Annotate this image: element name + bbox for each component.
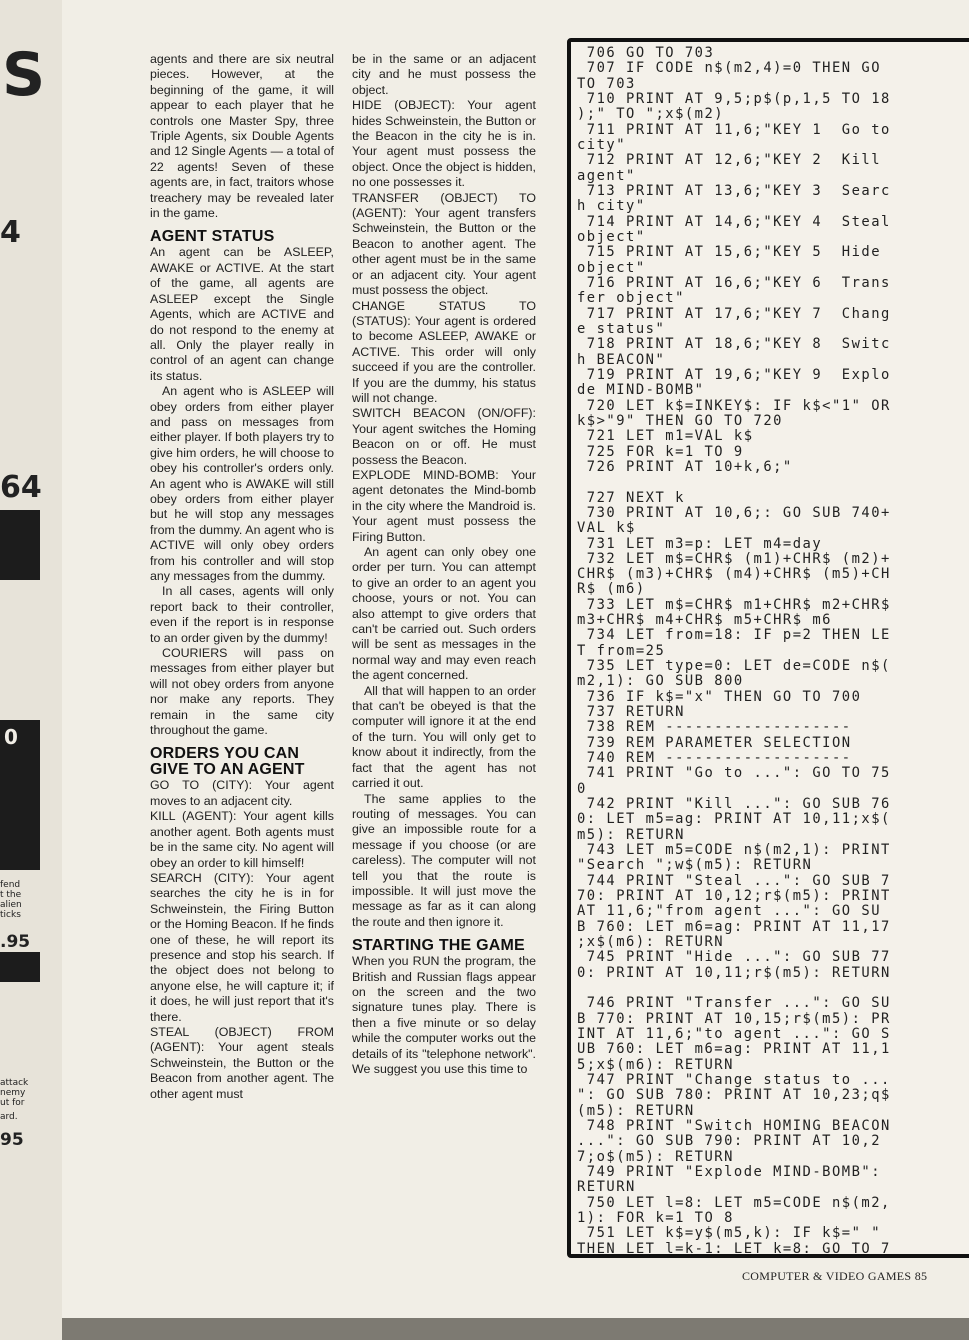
listing-line: 727 NEXT k <box>577 489 685 506</box>
listing-line: 751 LET k$=y$(m5,k): IF k$=" " <box>577 1225 881 1242</box>
listing-line: 725 FOR k=1 TO 9 <box>577 443 744 460</box>
listing-line: 718 PRINT AT 18,6;"KEY 8 Switc <box>577 336 891 353</box>
listing-line: 720 LET k$=INKEY$: IF k$<"1" OR <box>577 397 891 414</box>
listing-line <box>577 981 969 996</box>
listing-line: 736 IF k$="x" THEN GO TO 700 <box>577 688 862 705</box>
listing-line: object" <box>577 228 646 245</box>
section-heading: AGENT STATUS <box>150 228 275 246</box>
page-edge-text: attack <box>0 1078 29 1088</box>
previous-page-edge <box>0 0 62 1340</box>
listing-line: RETURN <box>577 1179 636 1196</box>
listing-line: 715 PRINT AT 15,6;"KEY 5 Hide <box>577 244 881 261</box>
listing-line: 748 PRINT "Switch HOMING BEACON <box>577 1117 891 1134</box>
listing-line: R$ (m6) <box>577 581 646 598</box>
listing-line: 1): FOR k=1 TO 8 <box>577 1209 734 1226</box>
paragraph: COURIERS will pass on messages from either player but will not obey orders from anyone nor make any reports. They remain in the same city throughout the game. <box>150 646 334 738</box>
listing-line: 732 LET m$=CHR$ (m1)+CHR$ (m2)+ <box>577 550 891 567</box>
listing-line <box>577 475 969 490</box>
page-edge-text: 4 <box>0 215 21 250</box>
listing-line <box>577 1257 969 1258</box>
listing-line: 737 RETURN <box>577 704 685 721</box>
listing-line: m3+CHR$ m4+CHR$ m5+CHR$ m6 <box>577 612 832 629</box>
paragraph: be in the same or an adjacent city and he must possess the object. <box>352 52 536 97</box>
listing-line: h city" <box>577 198 646 215</box>
listing-line: 743 LET m5=CODE n$(m2,1): PRINT <box>577 842 891 859</box>
listing-line: 5;x$(m6): RETURN <box>577 1056 734 1073</box>
page-edge-text: ard. <box>0 1112 18 1122</box>
listing-line: 742 PRINT "Kill ...": GO SUB 76 <box>577 796 891 813</box>
paragraph: SEARCH (CITY): Your agent searches the city he is in for Schweinstein, the Firing Button or the Homing Beacon. If he finds one of these, he will report its presence and stop his search. If the object does not belong to anyone else, he will capture it; if it does, he will just report that it's there. <box>150 870 334 1024</box>
paragraph: agents and there are six neutral pieces. However, at the beginning of the game, it will appear to each player that he controls one Master Spy, three Triple Agents, six Double Agents and 12 Single Agents — a total of 22 agents! Seven of these agents are, in fact, traitors whose treachery may be revealed later in the game. <box>150 52 334 221</box>
listing-line: "Search ";w$(m5): RETURN <box>577 857 813 874</box>
page-edge-text: fend <box>0 880 21 890</box>
page-edge-text: nemy <box>0 1088 26 1098</box>
paragraph: SWITCH BEACON (ON/OFF): Your agent switches the Homing Beacon on or off. He must possess the Beacon. <box>352 406 536 467</box>
page-edge-image <box>0 510 40 580</box>
listing-line: 744 PRINT "Steal ...": GO SUB 7 <box>577 872 891 889</box>
listing-line: 734 LET from=18: IF p=2 THEN LE <box>577 627 891 644</box>
listing-line: 735 LET type=0: LET de=CODE n$( <box>577 658 891 675</box>
listing-line: 750 LET l=8: LET m5=CODE n$(m2, <box>577 1194 891 1211</box>
listing-line: 0: LET m5=ag: PRINT AT 10,11;x$( <box>577 811 891 828</box>
paragraph: The same applies to the routing of messages. You can give an impossible route for a message if you choose (or are careless). The computer will not tell you that the route is impossible. It will just move the message as far as it can along the route and then ignore it. <box>352 791 536 929</box>
listing-line: fer object" <box>577 290 685 307</box>
listing-line: 731 LET m3=p: LET m4=day <box>577 535 823 552</box>
paragraph: STEAL (OBJECT) FROM (AGENT): Your agent steals Schweinstein, the Button or the Beacon from another agent. The other agent must <box>150 1024 334 1101</box>
listing-line: 7;o$(m5): RETURN <box>577 1148 734 1165</box>
listing-line: 0: PRINT AT 10,11;r$(m5): RETURN <box>577 964 891 981</box>
listing-line: THEN LET l=k-1: LET k=8: GO TO 7 <box>577 1240 891 1257</box>
paragraph: In all cases, agents will only report back to their controller, even if the report is in response to an order given by the dummy! <box>150 584 334 645</box>
listing-line: 716 PRINT AT 16,6;"KEY 6 Trans <box>577 274 891 291</box>
listing-line: 713 PRINT AT 13,6;"KEY 3 Searc <box>577 182 891 199</box>
listing-line: 747 PRINT "Change status to ... <box>577 1071 891 1088</box>
listing-line: B 760: LET m6=ag: PRINT AT 11,17 <box>577 918 891 935</box>
listing-line: 712 PRINT AT 12,6;"KEY 2 Kill <box>577 152 881 169</box>
listing-line: object" <box>577 259 646 276</box>
paragraph: All that will happen to an order that can't be obeyed is that the computer will ignore it at the end of the turn. You will only get to know about it indirectly, from the fact that the agent has not carried it out. <box>352 683 536 791</box>
paragraph: GO TO (CITY): Your agent moves to an adjacent city. <box>150 778 334 808</box>
listing-line: 721 LET m1=VAL k$ <box>577 428 754 445</box>
listing-line: (m5): RETURN <box>577 1102 695 1119</box>
section-heading: STARTING THE GAME <box>352 937 525 955</box>
listing-line: 739 REM PARAMETER SELECTION <box>577 734 852 751</box>
listing-line: 740 REM ------------------- <box>577 750 852 767</box>
listing-line: VAL k$ <box>577 520 636 537</box>
listing-line: city" <box>577 136 627 153</box>
paragraph: When you RUN the program, the British and Russian flags appear on the screen and the two signature tunes play. There is then a five minute or so delay while the computer works out the details of its "telephone network". We suggest you use this time to <box>352 954 536 1076</box>
section-heading: ORDERS YOU CAN GIVE TO AN AGENT <box>150 745 305 779</box>
listing-line: 738 REM ------------------- <box>577 719 852 736</box>
listing-line: h BEACON" <box>577 351 666 368</box>
paragraph: CHANGE STATUS TO (STATUS): Your agent is ordered to become ASLEEP, AWAKE or ACTIVE. This order will only succeed if you are the controller. If you are the dummy, his status will not change. <box>352 298 536 405</box>
listing-line: 745 PRINT "Hide ...": GO SUB 77 <box>577 949 891 966</box>
listing-line: m5): RETURN <box>577 826 685 843</box>
listing-line: de MIND-BOMB" <box>577 382 705 399</box>
listing-line: INT AT 11,6;"to agent ...": GO S <box>577 1026 891 1042</box>
program-listing-code <box>571 42 969 1258</box>
listing-line: 711 PRINT AT 11,6;"KEY 1 Go to <box>577 121 891 138</box>
listing-line: 726 PRINT AT 10+k,6;" <box>577 458 793 475</box>
text-column-middle <box>352 52 536 1077</box>
page-edge-text: ut for <box>0 1098 25 1108</box>
listing-line: 733 LET m$=CHR$ m1+CHR$ m2+CHR$ <box>577 596 891 613</box>
listing-line: m2,1): GO SUB 800 <box>577 673 744 690</box>
listing-line: TO 703 <box>577 75 636 92</box>
page-edge-text: 0 <box>4 725 18 749</box>
listing-line: 0 <box>577 780 587 797</box>
listing-line: 707 IF CODE n$(m2,4)=0 THEN GO <box>577 60 881 77</box>
listing-line: UB 760: LET m6=ag: PRINT AT 11,1 <box>577 1041 891 1058</box>
page-edge-image <box>0 952 40 982</box>
paragraph: EXPLODE MIND-BOMB: Your agent detonates the Mind-bomb in the city where the Mandroid is. Your agent must possess the Firing Button. <box>352 467 536 544</box>
listing-line: 710 PRINT AT 9,5;p$(p,1,5 TO 18 <box>577 90 891 107</box>
listing-line: AT 11,6;"from agent ...": GO SU <box>577 903 881 920</box>
listing-line: k$>"9" THEN GO TO 720 <box>577 412 783 429</box>
listing-line: ;x$(m6): RETURN <box>577 934 725 951</box>
listing-line: );" TO ";x$(m2) <box>577 106 725 123</box>
page-edge-text: ticks <box>0 910 21 920</box>
listing-line: T from=25 <box>577 642 666 659</box>
paragraph: An agent can be ASLEEP, AWAKE or ACTIVE. At the start of the game, all agents are ASLEEP except the Single Agents, which are ACTIVE and do not respond to the enemy at all. Only the player really in control of an agent can change its status. <box>150 245 334 383</box>
listing-line: 719 PRINT AT 19,6;"KEY 9 Explo <box>577 366 891 383</box>
listing-line: 730 PRINT AT 10,6;: GO SUB 740+ <box>577 504 891 521</box>
listing-line: 706 GO TO 703 <box>577 45 715 61</box>
listing-line: B 770: PRINT AT 10,15;r$(m5): PR <box>577 1010 891 1027</box>
listing-line: ...": GO SUB 790: PRINT AT 10,2 <box>577 1133 881 1150</box>
listing-line: 714 PRINT AT 14,6;"KEY 4 Steal <box>577 213 891 230</box>
listing-line: 717 PRINT AT 17,6;"KEY 7 Chang <box>577 305 891 322</box>
basic-program-listing-box <box>567 38 969 1258</box>
listing-line: ": GO SUB 780: PRINT AT 10,23;q$ <box>577 1087 891 1104</box>
page-edge-text: .95 <box>0 932 31 952</box>
paragraph: TRANSFER (OBJECT) TO (AGENT): Your agent transfers Schweinstein, the Button or the Beacon to another agent. The other agent must be in the same or an adjacent city. Your agent must possess the object. <box>352 190 536 298</box>
page-edge-text: alien <box>0 900 22 910</box>
paragraph: An agent who is ASLEEP will obey orders from either player and pass on messages from either player. If both players try to give him orders, he will choose to obey his controller's orders only. An agent who is AWAKE will still obey orders from either player but he will stop any messages from the dummy. An agent who is ACTIVE will only obey orders from his controller and will stop any messages from the dummy. <box>150 384 334 583</box>
listing-line: e status" <box>577 320 666 337</box>
listing-line: 746 PRINT "Transfer ...": GO SU <box>577 995 891 1012</box>
listing-line: 749 PRINT "Explode MIND-BOMB": <box>577 1163 881 1180</box>
text-column-left <box>150 52 334 1102</box>
page-edge-text: 64 <box>0 470 42 505</box>
page-edge-text: 95 <box>0 1130 24 1150</box>
paragraph: KILL (AGENT): Your agent kills another agent. Both agents must be in the same city. No agent will obey an order to kill himself! <box>150 809 334 870</box>
paragraph: HIDE (OBJECT): Your agent hides Schweinstein, the Button or the Beacon in the city he is in. Your agent must possess the object. Once the object is hidden, no one possesses it. <box>352 98 536 190</box>
listing-line: 741 PRINT "Go to ...": GO TO 75 <box>577 765 891 782</box>
page-edge-text: S <box>2 40 46 110</box>
page-footer: COMPUTER & VIDEO GAMES 85 <box>742 1269 928 1283</box>
listing-line: CHR$ (m3)+CHR$ (m4)+CHR$ (m5)+CH <box>577 566 891 583</box>
listing-line: agent" <box>577 167 636 184</box>
listing-line: 70: PRINT AT 10,12;r$(m5): PRINT <box>577 888 891 905</box>
magazine-page <box>62 0 969 1318</box>
page-edge-text: t the <box>0 890 22 900</box>
paragraph: An agent can only obey one order per turn. You can attempt to give an order to an agent you choose, yours or not. You can also attempt to give orders that can't be carried out. Such orders will be sent as messages in the normal way and may even reach the agent concerned. <box>352 545 536 683</box>
